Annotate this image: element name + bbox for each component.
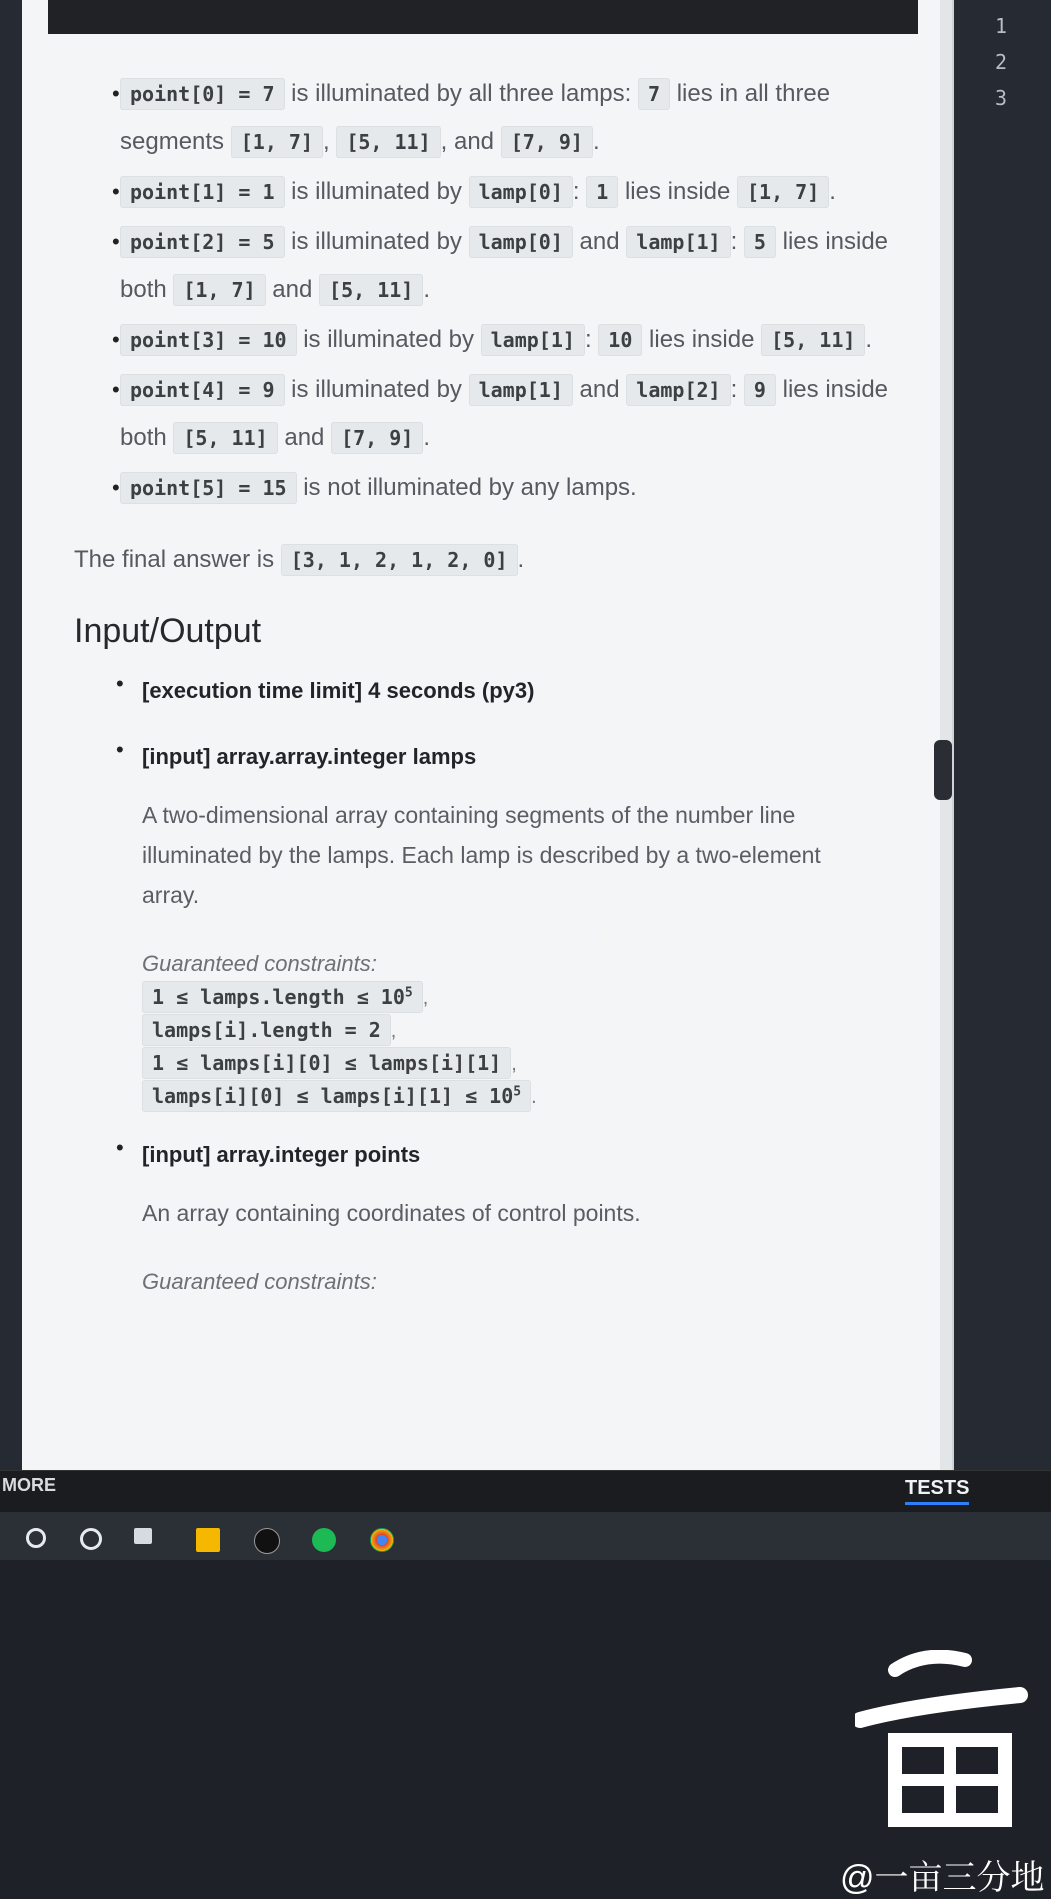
guaranteed-constraints-label: Guaranteed constraints: — [142, 1269, 377, 1294]
problem-description-panel — [22, 0, 954, 1475]
text: is illuminated by — [291, 228, 462, 255]
inline-code: 7 — [638, 78, 670, 110]
guaranteed-constraints-label: Guaranteed constraints: — [142, 951, 377, 976]
file-explorer-icon[interactable] — [196, 1528, 220, 1552]
input-lamps-title: • [input] array.array.integer lamps — [142, 744, 477, 769]
list-item — [50, 737, 910, 1109]
editor-line-numbers — [995, 8, 1007, 116]
inline-code: lamp[1] — [481, 324, 585, 356]
spotify-icon[interactable] — [312, 1528, 336, 1552]
line-number: 2 — [995, 50, 1008, 74]
line-number: 3 — [995, 86, 1008, 110]
text: lies inside — [649, 326, 755, 353]
list-item: • point[4] = 9 is illuminated by lamp[1] and lamp[2] : 9 lies inside both [5, 11] and [7, 9] . — [50, 366, 910, 462]
example-explanation-list — [50, 70, 910, 512]
final-answer-label: The final answer is — [74, 546, 275, 573]
constraint-4 — [142, 1080, 531, 1112]
text: lies in all three segments — [120, 80, 831, 155]
inline-code: point[1] = 1 — [120, 176, 285, 208]
list-item: • point[2] = 5 is illuminated by lamp[0] and lamp[1] : 5 lies inside both [1, 7] and [5, 11] . — [50, 218, 910, 314]
time-limit: • [execution time limit] 4 seconds (py3) — [142, 678, 535, 703]
task-view-icon[interactable] — [134, 1528, 152, 1544]
inline-code: lamp[1] — [469, 374, 573, 406]
inline-code: point[3] = 10 — [120, 324, 297, 356]
input-lamps-description: A two-dimensional array containing segments of the number line illuminated by the lamps. Each lamp is described by a two-element array. — [142, 802, 821, 908]
text: is illuminated by — [291, 376, 462, 403]
final-answer: The final answer is [3, 1, 2, 1, 2, 0] . — [74, 538, 910, 582]
search-icon[interactable] — [26, 1528, 46, 1548]
inline-code: [7, 9] — [331, 422, 423, 454]
list-item: • point[3] = 10 is illuminated by lamp[1] : 10 lies inside [5, 11] . — [50, 316, 910, 364]
inline-code: [1, 7] — [231, 126, 323, 158]
constraint-text: 1 ≤ lamps.length ≤ 10 — [152, 985, 405, 1009]
constraint-3: 1 ≤ lamps[i][0] ≤ lamps[i][1] — [142, 1047, 511, 1079]
inline-code: [5, 11] — [173, 422, 277, 454]
inline-code: 9 — [744, 374, 776, 406]
inline-code: [5, 11] — [319, 274, 423, 306]
inline-code: point[5] = 15 — [120, 472, 297, 504]
io-list — [50, 671, 910, 1295]
text: lies inside both — [120, 228, 889, 303]
watermark-logo — [855, 1650, 1035, 1840]
inline-code: lamp[1] — [626, 226, 730, 258]
exponent: 5 — [513, 1084, 522, 1100]
list-item: • point[1] = 1 is illuminated by lamp[0] : 1 lies inside [1, 7] . — [50, 168, 910, 216]
final-answer-value: [3, 1, 2, 1, 2, 0] — [281, 544, 518, 576]
constraint-2: lamps[i].length = 2 — [142, 1014, 391, 1046]
text: lies inside both — [120, 376, 889, 451]
cortana-icon[interactable] — [80, 1528, 102, 1550]
bottom-bar — [0, 1470, 1051, 1515]
inline-code: [5, 11] — [761, 324, 865, 356]
inline-code: 10 — [598, 324, 642, 356]
input-points-description: An array containing coordinates of control points. — [142, 1200, 641, 1226]
inline-code: lamp[0] — [469, 226, 573, 258]
constraints: 1 ≤ lamps.length ≤ $10^5$ , lamps[i].length = 2 , 1 ≤ lamps[i][0] ≤ lamps[i][1] , lamps[i][0] ≤ lamps[i][1] ≤ $10^5$ . — [142, 985, 910, 1109]
chrome-icon[interactable] — [370, 1528, 394, 1552]
list-item — [50, 671, 910, 711]
text: lies inside — [624, 178, 731, 205]
inline-code: [5, 11] — [336, 126, 440, 158]
inline-code: [1, 7] — [737, 176, 829, 208]
inline-code: point[2] = 5 — [120, 226, 285, 258]
inline-code: lamp[0] — [469, 176, 573, 208]
code-block-top — [48, 0, 918, 34]
constraint-1 — [142, 981, 423, 1013]
inline-code: lamp[2] — [626, 374, 730, 406]
alienware-icon[interactable] — [254, 1528, 280, 1554]
description-content — [50, 70, 910, 1321]
inline-code: [7, 9] — [501, 126, 593, 158]
text: is illuminated by — [303, 326, 474, 353]
exponent: 5 — [404, 985, 413, 1001]
inline-code: 5 — [744, 226, 776, 258]
watermark-text: @一亩三分地 — [840, 1859, 1045, 1897]
input-points-title: • [input] array.integer points — [142, 1142, 421, 1167]
text: is illuminated by all three lamps: — [291, 80, 632, 107]
os-taskbar — [0, 1512, 1051, 1560]
text: is illuminated by — [291, 178, 462, 205]
inline-code: 1 — [586, 176, 618, 208]
list-item — [50, 464, 910, 512]
constraint-text: lamps[i][0] ≤ lamps[i][1] ≤ 10 — [152, 1084, 514, 1108]
inline-code: point[0] = 7 — [120, 78, 285, 110]
inline-code: point[4] = 9 — [120, 374, 285, 406]
text: is not illuminated by any lamps. — [303, 474, 637, 501]
tab-tests[interactable]: TESTS — [905, 1477, 969, 1505]
scrollbar-thumb[interactable] — [934, 740, 952, 800]
section-title-io: Input/Output — [74, 612, 262, 650]
line-number: 1 — [995, 14, 1008, 38]
scrollbar-track[interactable] — [940, 0, 954, 1475]
list-item: • point[0] = 7 is illuminated by all three lamps: 7 lies in all three segments [1, 7] , [5, 11] , and [7, 9] . — [50, 70, 910, 166]
more-button[interactable]: MORE — [2, 1475, 56, 1495]
text: and — [453, 128, 495, 155]
list-item — [50, 1135, 910, 1295]
inline-code: [1, 7] — [173, 274, 265, 306]
